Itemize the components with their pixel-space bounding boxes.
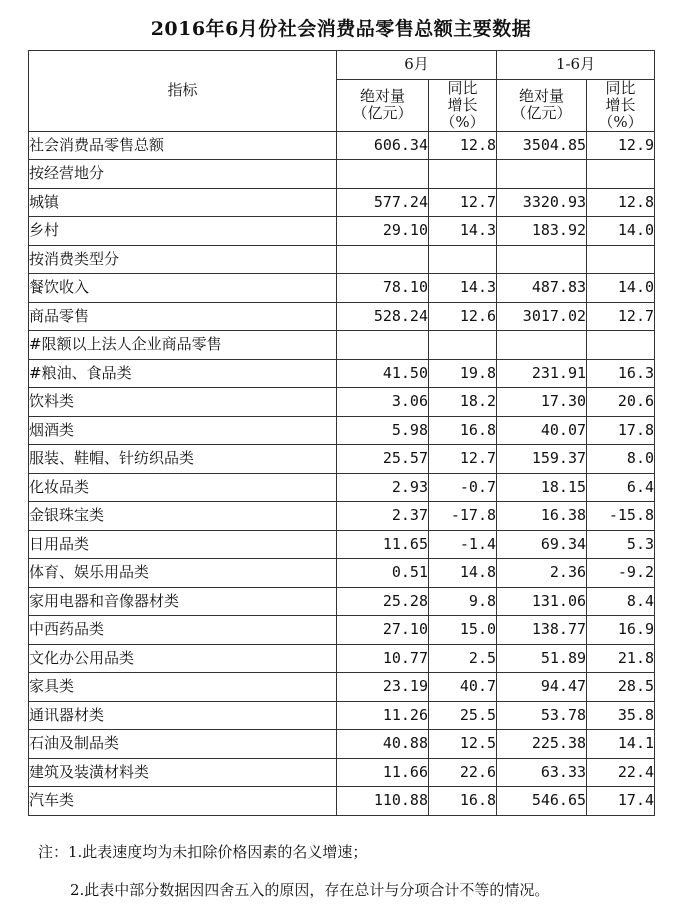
header-row-periods xyxy=(29,51,655,80)
row-label: 汽车类 xyxy=(29,787,337,816)
footnote-1: 注：1.此表速度均为未扣除价格因素的名义增速； xyxy=(38,843,368,861)
row-label: 社会消费品零售总额 xyxy=(29,131,337,160)
june-abs-value: 40.88 xyxy=(337,730,429,759)
ytd-yoy-value: 22.4 xyxy=(587,758,655,787)
june-yoy-value: -17.8 xyxy=(429,502,497,531)
table-row xyxy=(29,416,655,445)
ytd-abs-value: 138.77 xyxy=(497,616,587,645)
june-yoy-value: 25.5 xyxy=(429,701,497,730)
ytd-yoy-value: 20.6 xyxy=(587,388,655,417)
june-abs-value: 11.26 xyxy=(337,701,429,730)
table-row xyxy=(29,274,655,303)
header-abs-line2: （亿元） xyxy=(352,104,413,122)
ytd-yoy-value: -15.8 xyxy=(587,502,655,531)
ytd-yoy-value: 12.9 xyxy=(587,131,655,160)
ytd-abs-value: 51.89 xyxy=(497,644,587,673)
table-row xyxy=(29,388,655,417)
header-jan-jun: 1-6月 xyxy=(497,51,655,80)
row-label: 文化办公用品类 xyxy=(29,644,337,673)
june-yoy-value: 14.3 xyxy=(429,217,497,246)
june-abs-value xyxy=(337,160,429,189)
ytd-yoy-value: 8.4 xyxy=(587,587,655,616)
ytd-yoy-value: 12.8 xyxy=(587,188,655,217)
june-abs-value: 10.77 xyxy=(337,644,429,673)
june-yoy-value xyxy=(429,160,497,189)
header-abs-line1: 绝对量 xyxy=(359,87,405,105)
header-june-abs xyxy=(337,79,429,131)
header-ytd-yoy xyxy=(587,79,655,131)
row-label: 家具类 xyxy=(29,673,337,702)
june-abs-value xyxy=(337,331,429,360)
ytd-yoy-value: 14.0 xyxy=(587,274,655,303)
ytd-yoy-value: 5.3 xyxy=(587,530,655,559)
ytd-abs-value: 225.38 xyxy=(497,730,587,759)
row-label: 家用电器和音像器材类 xyxy=(29,587,337,616)
ytd-abs-value xyxy=(497,245,587,274)
table-row xyxy=(29,587,655,616)
june-abs-value: 25.28 xyxy=(337,587,429,616)
june-yoy-value: 16.8 xyxy=(429,416,497,445)
table-row xyxy=(29,473,655,502)
table-row xyxy=(29,701,655,730)
ytd-abs-value: 63.33 xyxy=(497,758,587,787)
ytd-yoy-value: 14.0 xyxy=(587,217,655,246)
row-label: 体育、娱乐用品类 xyxy=(29,559,337,588)
june-abs-value: 606.34 xyxy=(337,131,429,160)
ytd-abs-value: 487.83 xyxy=(497,274,587,303)
ytd-yoy-value: 35.8 xyxy=(587,701,655,730)
ytd-abs-value xyxy=(497,331,587,360)
ytd-yoy-value: 8.0 xyxy=(587,445,655,474)
ytd-yoy-value: 14.1 xyxy=(587,730,655,759)
ytd-abs-value xyxy=(497,160,587,189)
table-row xyxy=(29,188,655,217)
ytd-abs-value: 2.36 xyxy=(497,559,587,588)
header-yoy-line2: 增长 xyxy=(447,95,478,114)
ytd-yoy-value xyxy=(587,160,655,189)
ytd-yoy-value: 21.8 xyxy=(587,644,655,673)
retail-data-table xyxy=(28,50,655,816)
header-yoy-line3: （%） xyxy=(598,112,643,131)
ytd-yoy-value: 17.4 xyxy=(587,787,655,816)
june-yoy-value: 12.5 xyxy=(429,730,497,759)
table-row xyxy=(29,644,655,673)
june-abs-value: 110.88 xyxy=(337,787,429,816)
table-row xyxy=(29,787,655,816)
row-label: 化妆品类 xyxy=(29,473,337,502)
ytd-abs-value: 53.78 xyxy=(497,701,587,730)
footnotes xyxy=(38,841,678,901)
june-yoy-value xyxy=(429,331,497,360)
ytd-yoy-value: 17.8 xyxy=(587,416,655,445)
june-yoy-value: 2.5 xyxy=(429,644,497,673)
ytd-abs-value: 183.92 xyxy=(497,217,587,246)
ytd-abs-value: 69.34 xyxy=(497,530,587,559)
june-yoy-value: 16.8 xyxy=(429,787,497,816)
ytd-abs-value: 231.91 xyxy=(497,359,587,388)
ytd-yoy-value: 28.5 xyxy=(587,673,655,702)
june-abs-value: 27.10 xyxy=(337,616,429,645)
june-yoy-value: 18.2 xyxy=(429,388,497,417)
table-row xyxy=(29,616,655,645)
ytd-abs-value: 17.30 xyxy=(497,388,587,417)
header-ytd-abs xyxy=(497,79,587,131)
june-abs-value: 2.93 xyxy=(337,473,429,502)
row-label: 城镇 xyxy=(29,188,337,217)
june-yoy-value: 12.8 xyxy=(429,131,497,160)
ytd-yoy-value: 6.4 xyxy=(587,473,655,502)
row-label: 按消费类型分 xyxy=(29,245,337,274)
june-abs-value: 11.66 xyxy=(337,758,429,787)
row-label: 餐饮收入 xyxy=(29,274,337,303)
header-june: 6月 xyxy=(337,51,497,80)
footnote-2: 2.此表中部分数据因四舍五入的原因，存在总计与分项合计不等的情况。 xyxy=(70,881,550,899)
table-row xyxy=(29,245,655,274)
june-abs-value: 3.06 xyxy=(337,388,429,417)
june-yoy-value: 40.7 xyxy=(429,673,497,702)
row-label: 饮料类 xyxy=(29,388,337,417)
header-yoy-line2: 增长 xyxy=(605,95,636,114)
row-label: 通讯器材类 xyxy=(29,701,337,730)
june-yoy-value: 9.8 xyxy=(429,587,497,616)
june-abs-value: 577.24 xyxy=(337,188,429,217)
table-row xyxy=(29,730,655,759)
row-label: 烟酒类 xyxy=(29,416,337,445)
header-yoy-line3: （%） xyxy=(440,112,485,131)
ytd-abs-value: 18.15 xyxy=(497,473,587,502)
table-row xyxy=(29,331,655,360)
header-yoy-line1: 同比 xyxy=(605,78,636,97)
row-label: #限额以上法人企业商品零售 xyxy=(29,331,337,360)
row-label: 中西药品类 xyxy=(29,616,337,645)
row-label: 日用品类 xyxy=(29,530,337,559)
table-row xyxy=(29,302,655,331)
ytd-yoy-value: 16.9 xyxy=(587,616,655,645)
table-body xyxy=(29,131,655,815)
june-yoy-value: 14.8 xyxy=(429,559,497,588)
row-label: 金银珠宝类 xyxy=(29,502,337,531)
june-abs-value: 5.98 xyxy=(337,416,429,445)
june-yoy-value: 12.6 xyxy=(429,302,497,331)
ytd-yoy-value: 16.3 xyxy=(587,359,655,388)
june-abs-value: 11.65 xyxy=(337,530,429,559)
row-label: 乡村 xyxy=(29,217,337,246)
ytd-yoy-value: 12.7 xyxy=(587,302,655,331)
ytd-abs-value: 131.06 xyxy=(497,587,587,616)
ytd-abs-value: 3504.85 xyxy=(497,131,587,160)
june-abs-value xyxy=(337,245,429,274)
june-abs-value: 29.10 xyxy=(337,217,429,246)
table-row xyxy=(29,359,655,388)
table-row xyxy=(29,673,655,702)
header-yoy-line1: 同比 xyxy=(447,78,478,97)
ytd-yoy-value xyxy=(587,331,655,360)
table-row xyxy=(29,758,655,787)
june-abs-value: 78.10 xyxy=(337,274,429,303)
june-yoy-value xyxy=(429,245,497,274)
table-row xyxy=(29,530,655,559)
june-yoy-value: 22.6 xyxy=(429,758,497,787)
header-june-yoy xyxy=(429,79,497,131)
table-row xyxy=(29,160,655,189)
header-abs-line1: 绝对量 xyxy=(519,87,565,105)
row-label: 商品零售 xyxy=(29,302,337,331)
ytd-abs-value: 3320.93 xyxy=(497,188,587,217)
ytd-yoy-value xyxy=(587,245,655,274)
june-abs-value: 41.50 xyxy=(337,359,429,388)
table-row xyxy=(29,445,655,474)
june-yoy-value: -0.7 xyxy=(429,473,497,502)
june-abs-value: 0.51 xyxy=(337,559,429,588)
table-row xyxy=(29,502,655,531)
row-label: #粮油、食品类 xyxy=(29,359,337,388)
row-label: 服装、鞋帽、针纺织品类 xyxy=(29,445,337,474)
ytd-abs-value: 3017.02 xyxy=(497,302,587,331)
june-yoy-value: 12.7 xyxy=(429,188,497,217)
row-label: 按经营地分 xyxy=(29,160,337,189)
june-abs-value: 2.37 xyxy=(337,502,429,531)
table-row xyxy=(29,217,655,246)
june-yoy-value: 14.3 xyxy=(429,274,497,303)
june-abs-value: 528.24 xyxy=(337,302,429,331)
june-yoy-value: -1.4 xyxy=(429,530,497,559)
ytd-abs-value: 94.47 xyxy=(497,673,587,702)
june-yoy-value: 12.7 xyxy=(429,445,497,474)
june-yoy-value: 19.8 xyxy=(429,359,497,388)
june-abs-value: 25.57 xyxy=(337,445,429,474)
header-abs-line2: （亿元） xyxy=(511,104,572,122)
row-label: 石油及制品类 xyxy=(29,730,337,759)
ytd-yoy-value: -9.2 xyxy=(587,559,655,588)
page-title: 2016年6月份社会消费品零售总额主要数据 xyxy=(150,18,532,40)
june-yoy-value: 15.0 xyxy=(429,616,497,645)
ytd-abs-value: 16.38 xyxy=(497,502,587,531)
row-label: 建筑及装潢材料类 xyxy=(29,758,337,787)
ytd-abs-value: 40.07 xyxy=(497,416,587,445)
table-row xyxy=(29,131,655,160)
table-row xyxy=(29,559,655,588)
ytd-abs-value: 159.37 xyxy=(497,445,587,474)
ytd-abs-value: 546.65 xyxy=(497,787,587,816)
june-abs-value: 23.19 xyxy=(337,673,429,702)
header-indicator: 指标 xyxy=(29,51,337,132)
